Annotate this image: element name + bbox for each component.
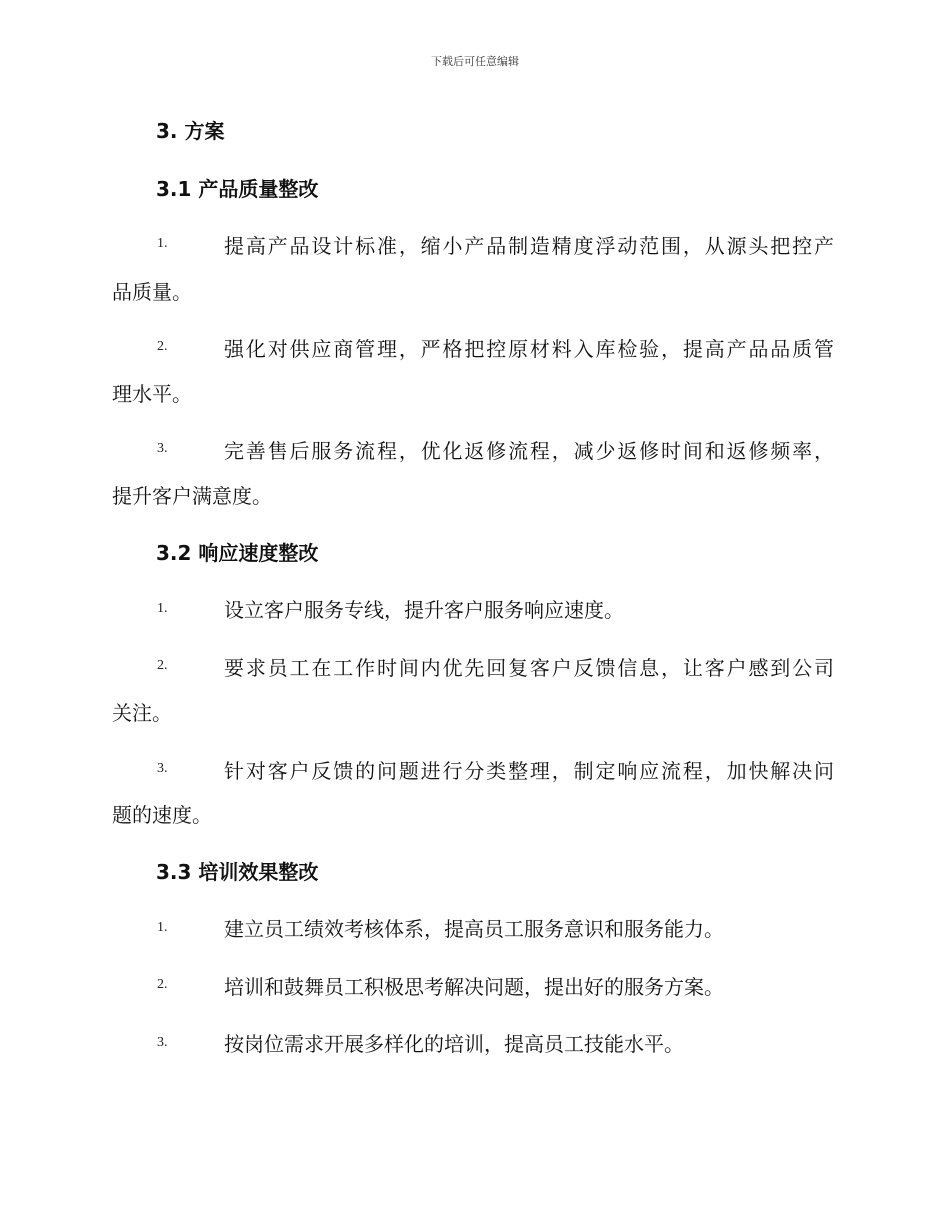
subsection-title-training: 3.3 培训效果整改 [156,860,319,884]
list-item-number: 1. [157,236,168,251]
list-item-number: 3. [157,441,168,456]
section-title: 3. 方案 [156,119,225,143]
list-item-number: 2. [157,977,168,992]
list-item-text-continued: 提升客户满意度。 [112,484,272,508]
subsection-title-quality: 3.1 产品质量整改 [156,177,319,201]
list-item-text: 要求员工在工作时间内优先回复客户反馈信息，让客户感到公司 [224,656,834,680]
list-item-text: 培训和鼓舞员工积极思考解决问题，提出好的服务方案。 [224,975,724,999]
list-item-text: 建立员工绩效考核体系，提高员工服务意识和服务能力。 [224,917,724,941]
list-item-number: 2. [157,339,168,354]
list-item-text-continued: 题的速度。 [112,803,212,827]
list-item-text: 设立客户服务专线，提升客户服务响应速度。 [224,598,624,622]
list-item-number: 3. [157,761,168,776]
list-item-number: 1. [157,920,168,935]
list-item-text: 按岗位需求开展多样化的培训，提高员工技能水平。 [224,1032,684,1056]
list-item-text: 针对客户反馈的问题进行分类整理，制定响应流程，加快解决问 [224,759,834,783]
list-item-text-continued: 关注。 [112,701,172,725]
page-header: 下载后可任意编辑 [431,55,519,68]
list-item-text: 完善售后服务流程，优化返修流程，减少返修时间和返修频率， [224,439,834,463]
subsection-title-response-speed: 3.2 响应速度整改 [156,541,319,565]
list-item-text: 强化对供应商管理，严格把控原材料入库检验，提高产品品质管 [224,337,834,361]
list-item-number: 1. [157,601,168,616]
list-item-text-continued: 品质量。 [112,280,192,304]
list-item-number: 3. [157,1035,168,1050]
list-item-text: 提高产品设计标准，缩小产品制造精度浮动范围，从源头把控产 [224,234,834,258]
list-item-text-continued: 理水平。 [112,382,192,406]
list-item-number: 2. [157,658,168,673]
